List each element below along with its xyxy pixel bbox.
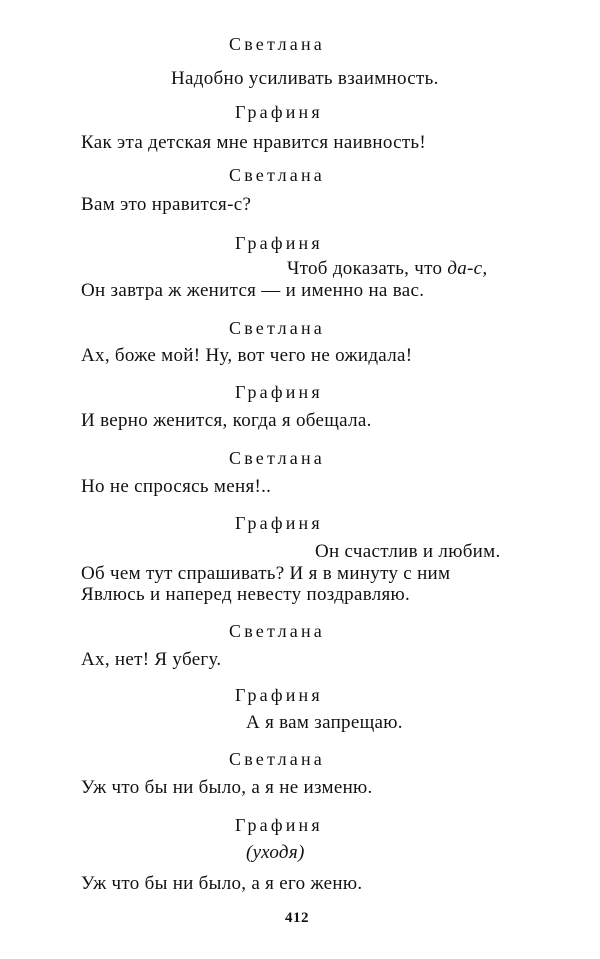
speaker-name: Светлана <box>229 448 326 468</box>
verse-line: Как эта детская мне нравится наивность! <box>81 132 427 153</box>
verse-line: Явлюсь и наперед невесту поздравляю. <box>81 584 411 605</box>
speaker-name: Светлана <box>229 165 326 185</box>
stage-direction: (уходя) <box>246 842 305 863</box>
speaker-name: Светлана <box>229 621 326 641</box>
speaker-name: Графиня <box>235 102 323 122</box>
verse-line: Надобно усиливать взаимность. <box>171 68 439 89</box>
verse-line: Он завтра ж женится — и именно на вас. <box>81 280 425 301</box>
speaker-name: Графиня <box>235 815 323 835</box>
verse-line: Ах, боже мой! Ну, вот чего не ожидала! <box>81 345 413 366</box>
verse-line: Чтоб доказать, что да-с, <box>287 258 488 279</box>
verse-line: И верно женится, когда я обещала. <box>81 410 372 431</box>
speaker-name: Светлана <box>229 318 326 338</box>
verse-line: Уж что бы ни было, а я не изменю. <box>81 777 373 798</box>
verse-line: Вам это нравится-с? <box>81 194 252 215</box>
verse-line: Но не спросясь меня!.. <box>81 476 272 497</box>
verse-line: Он счастлив и любим. <box>315 541 501 562</box>
speaker-name: Графиня <box>235 685 323 705</box>
verse-line: А я вам запрещаю. <box>246 712 403 733</box>
verse-line: Уж что бы ни было, а я его женю. <box>81 873 363 894</box>
speaker-name: Светлана <box>229 34 326 54</box>
speaker-name: Графиня <box>235 382 323 402</box>
verse-line: Об чем тут спрашивать? И я в минуту с ним <box>81 563 451 584</box>
verse-line: Ах, нет! Я убегу. <box>81 649 222 670</box>
speaker-name: Светлана <box>229 749 326 769</box>
speaker-name: Графиня <box>235 233 323 253</box>
page-number: 412 <box>285 910 309 926</box>
speaker-name: Графиня <box>235 513 323 533</box>
